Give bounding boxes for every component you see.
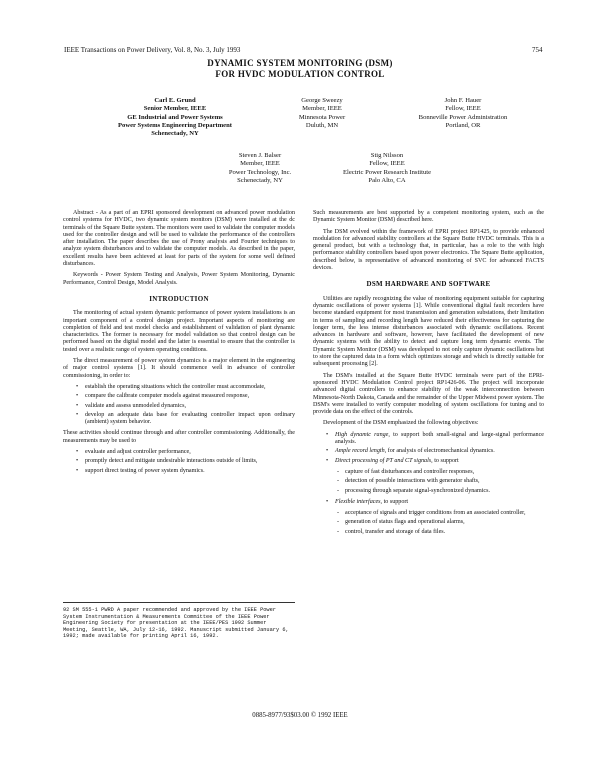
list-item: • promptly detect and mitigate undesirable interactions outside of limits,: [85, 458, 295, 465]
author-city: Duluth, MN: [305, 121, 339, 129]
objective-lead: Direct processing of PT and CT signals: [335, 457, 432, 464]
section-heading-dsm-hardware: DSM HARDWARE AND SOFTWARE: [366, 280, 491, 289]
list-item: • establish the operating situations which the controller must accommodate,: [85, 384, 295, 391]
copyright-line: 0885-8977/93$03.00 © 1992 IEEE: [252, 712, 348, 719]
footnote: 92 SM 555-1 PWRD A paper recommended and approved by the IEEE Power System Instrumentation & Measurements Committee of the IEEE Power Engineering Society for presentation at the IEEE/PES 1992 Summer Meeting, Seattle, WA, July 12-16, 1992. Manuscript submitted January 6, 1992; made available for printing April 16, 1992.: [63, 602, 295, 640]
author-role: Fellow, IEEE: [445, 105, 481, 113]
list-item: • develop an adequate data base for evaluating controller impact upon ordinary (ambient) system behavior.: [85, 412, 295, 427]
list-item: • compare the calibrate computer models against measured response,: [85, 393, 295, 400]
list-item: • evaluate and adjust controller performance,: [85, 449, 295, 456]
right-column: [313, 210, 544, 540]
author-block-1: [70, 97, 280, 138]
list-item: • validate and assess unmodeled dynamics,: [85, 403, 295, 410]
list-item: • support direct testing of power system dynamics.: [85, 468, 295, 475]
objective-lead: Flexible interfaces: [335, 498, 381, 505]
objective-list-2: [313, 499, 544, 506]
author-city: Palo Alto, CA: [368, 176, 406, 184]
running-header: IEEE Transactions on Power Delivery, Vol. 8, No. 3, July 1993: [64, 46, 241, 54]
abstract: Abstract - As a part of an EPRI sponsored development on advanced power modulation control systems for HVDC, two dynamic system monitors (DSM) were installed at the dc terminals of the Square Butte system. The monitors were used to validate the computer models used for the controller design and will be used to validate the performance of the controllers after installation. The paper describes the use of Prony analysis and Fourier techniques to analyze system disturbances and to validate the computer models. As described in the paper, excellent results have been achieved at least for parts of the system for some well defined disturbances.: [63, 210, 295, 268]
objective-sublist-2: [313, 510, 544, 536]
author-block-2: [272, 97, 372, 130]
author-org: Bonneville Power Administration: [418, 113, 508, 121]
author-city: Schenectady, NY: [151, 130, 199, 138]
list-item: - processing through separate signal-synchronized dynamics.: [345, 488, 544, 495]
title-line-1: DYNAMIC SYSTEM MONITORING (DSM): [207, 58, 393, 68]
title-line-2: FOR HVDC MODULATION CONTROL: [215, 69, 385, 79]
intro-paragraph-1: The monitoring of actual system dynamic performance of power system installations is an important component of a control design project. Important aspects of monitoring are completion of field and test model checks and establishment of validation of plant dynamic characteristics. The former is necessary for model validation so that control design can be performed based on the digital model and the latter is essential to ensure that the controller is tested over a realistic range of system operating conditions.: [63, 310, 295, 353]
right-paragraph-5: Development of the DSM emphasized the following objectives:: [323, 420, 479, 427]
author-role: Member, IEEE: [302, 105, 342, 113]
author-name: Stig Nilsson: [370, 152, 404, 159]
list-item: - capture of fast disturbances and controller responses,: [345, 469, 544, 476]
objective-rest: , for analysis of electromechanical dynamics.: [384, 448, 495, 455]
intro-paragraph-3: These activities should continue through and after controller commissioning. Additionally, the measurements may be used to: [63, 430, 295, 444]
objective-sublist-1: [313, 469, 544, 495]
author-name: Steven J. Balser: [238, 152, 282, 159]
author-dept: Power Systems Engineering Department: [118, 121, 232, 129]
objective-rest: , to support: [380, 498, 409, 505]
author-org: Power Technology, Inc.: [228, 168, 292, 176]
right-paragraph-3: Utilities are rapidly recognizing the value of monitoring equipment suitable for capturing dynamic oscillations of power systems [1]. While conventional digital fault recorders have become standard equipment for most transmission and generation substations, their limitation in terms of sampling and recording length have reduced their effectiveness for capturing the longer term, the less intense disturbances associated with dynamic oscillations. Recent advances in hardware and software, however, have facilitated the development of new dynamic systems with the ability to detect and capture long term dynamic events. The Dynamic System Monitor (DSM) was developed to not only capture dynamic oscillations but to store the captured data in a form which optimizes storage and which is directly suitable for subsequent processing [2].: [313, 295, 544, 368]
author-name: Carl E. Grund: [154, 97, 196, 104]
section-heading-introduction: INTRODUCTION: [149, 294, 209, 303]
objective-item: [335, 458, 544, 465]
author-name: George Sweezy: [301, 97, 343, 104]
objective-rest: , to support both small-signal and large-signal performance analysis.: [335, 431, 544, 446]
list-item: - acceptance of signals and trigger conditions from an associated controller,: [345, 510, 544, 517]
objective-item: [335, 448, 544, 455]
left-column: [63, 210, 295, 479]
author-city: Portland, OR: [445, 121, 481, 129]
list-item: - control, transfer and storage of data files.: [345, 529, 544, 536]
author-role: Fellow, IEEE: [369, 160, 405, 168]
author-org: GE Industrial and Power Systems: [127, 113, 223, 121]
objective-lead: High dynamic range: [335, 431, 389, 438]
right-paragraph-2: The DSM evolved within the framework of EPRI project RP1425, to provide enhanced modulation for advanced stability controllers at the Square Butte HVDC terminals. This is a general product, but with a technology that, in particular, has a role to the with high performance stability controllers based upon power electronics. The Square Butte application, described below, is representative of advanced monitoring of SVC for advanced FACTS devices.: [313, 228, 544, 272]
objective-item: [335, 432, 544, 447]
right-paragraph-1: Such measurements are best supported by a competent monitoring system, such as the Dynamic System Monitor (DSM) described here.: [313, 210, 544, 224]
bullet-list-1: [63, 384, 295, 426]
page-number: 754: [532, 46, 543, 54]
author-block-3: [388, 97, 538, 130]
keywords: Keywords - Power System Testing and Analysis, Power System Monitoring, Dynamic Performance, Control Design, Model Analysis.: [63, 272, 295, 286]
right-paragraph-4: The DSM's installed at the Square Butte HVDC terminals were part of the EPRI-sponsored HVDC Modulation Control project RP1426-06. The project will incorporate advanced digital controllers to enhance stability of the weak interconnection between Minnesota-North Dakota, Canada and the remainder of the Upper Midwest power system. The DSM's were installed to verify computer modeling of system oscillations for tuning and to provide data on the effect of the controls.: [313, 372, 544, 416]
list-item: - generation of status flags and operational alarms,: [345, 519, 544, 526]
intro-paragraph-2: The direct measurement of power system dynamics is a major element in the engineering of major control systems [1]. It should commence well in advance of controller commissioning, in order to:: [63, 358, 295, 379]
author-name: John F. Hauer: [444, 97, 482, 104]
author-org: Electric Power Research Institute: [342, 168, 432, 176]
author-block-4: [200, 152, 320, 185]
author-block-5: [312, 152, 462, 185]
objective-item: [335, 499, 544, 506]
bullet-list-2: [63, 449, 295, 475]
list-item: - detection of possible interactions with generator shafts,: [345, 478, 544, 485]
author-role: Senior Member, IEEE: [143, 105, 207, 113]
objective-list: [313, 432, 544, 465]
author-role: Member, IEEE: [240, 160, 280, 168]
author-city: Schenectady, NY: [237, 176, 283, 184]
objective-lead: Ample record length: [335, 448, 385, 455]
objective-rest: , to support: [431, 457, 459, 464]
author-org: Minnesota Power: [298, 113, 346, 121]
